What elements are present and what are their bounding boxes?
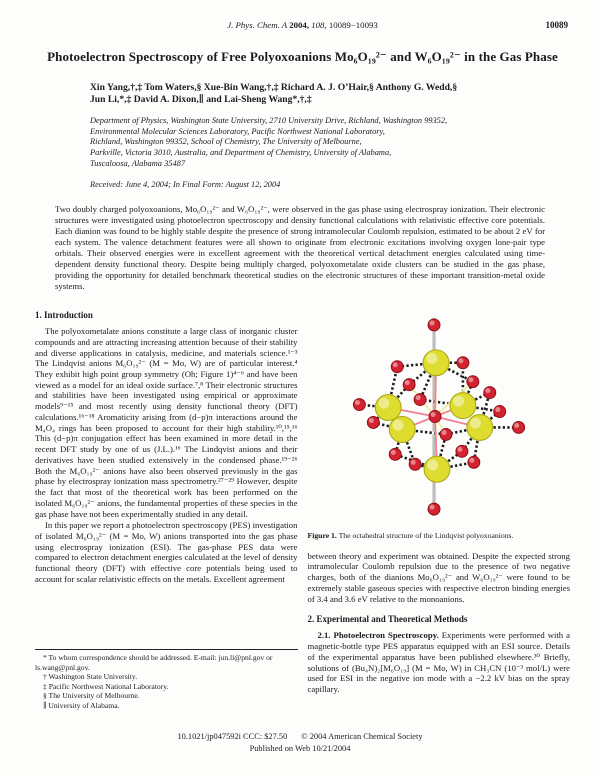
figure-1-caption: [308, 531, 571, 541]
page-number: 10089: [545, 20, 568, 30]
continuation-paragraph: between theory and experiment was obtained. Despite the expected strong intramolecular Coulomb repulsion due to the presence of two negative charges, both of the dianions Mo₆O₁₉²⁻ and W₆O₁₉²⁻ were found to be extremely stable gaseous species with respective electron binding energies of 3.4 and 3.6 eV relative to the monoanions.: [307, 550, 570, 604]
figure-caption-text: The octahedral structure of the Lindqvist polyoxoanions.: [336, 531, 514, 541]
methods-paragraph-1: [308, 630, 571, 694]
right-column: [308, 310, 571, 710]
section-heading-introduction: 1. Introduction: [35, 310, 93, 321]
author-line: Xin Yang,†,‡ Tom Waters,§ Xue-Bin Wang,†,‡ Richard A. J. O’Hair,§ Anthony G. Wedd,§: [90, 82, 458, 93]
section-heading-methods: 2. Experimental and Theoretical Methods: [307, 614, 468, 625]
lindqvist-structure-figure: [346, 310, 536, 522]
footnote-affil-2: ‡ Pacific Northwest National Laboratory.: [43, 681, 169, 691]
methods-subsection-label: 2.1. Photoelectron Spectroscopy.: [317, 630, 439, 641]
footer-copyright-line: [0, 731, 600, 742]
footnote-affil-4: ∥ University of Alabama.: [43, 700, 120, 710]
methods-paragraph-text: Experiments were performed with a magnetic-bottle type PES apparatus equipped with an ESI source. Details of the experimental apparatus have been published elsewhere.³⁰ Briefly, solutions of (Bu₄N)₂[M₆O₁₉] (M = Mo, W) in CH₃CN (10⁻³ mol/L) were used for ESI in the negative ion mode with a −2.2 kV bias on the spray capillary.: [307, 630, 570, 695]
intro-paragraph-1: The polyoxometalate anions constitute a large class of inorganic cluster compounds and are attracting increasing attention because of their stability and diverse applications in catalysis, medicine, and materials science.¹⁻³ The Lindqvist anions M₆O₁₉²⁻ (M = Mo, W) are of particular interest.⁴ They exhibit high point group symmetry (Oh; Figure 1)⁴⁻⁶ and have been viewed as a model for an ideal oxide surface.⁷,⁸ Their electronic structures and stabilities have been investigated using empirical or approximate models⁹⁻¹⁵ and most recently using density functional theory (DFT) calculations.¹⁶⁻¹⁸ Aromaticity arising from (d−p)π interactions around the M₄O₄ rings has been proposed to account for their high stability.¹⁰,¹⁵,¹⁶ This (d−p)π conjugation effect has been examined in more detail in the recent DFT study by one of us (J.L.).¹⁶ The Lindqvist anions and their derivatives have been studied extensively in the condensed phase.¹⁹⁻²⁶ Both the M₆O₁₉²⁻ anions have also been observed previously in the gas phase by electrospray ionization mass spectrometry.²⁷⁻²⁹ However, despite the fact that most of the theoretical work has been performed on the isolated M₆O₁₉²⁻ anions, the fundamental properties of these species in the gas phase have not been experimentally studied in any detail.: [35, 326, 298, 519]
doi-ccc: 10.1021/jp047592i CCC: $27.50: [177, 732, 288, 742]
author-footnotes: [35, 649, 298, 710]
figure-caption-label: Figure 1.: [307, 531, 337, 541]
author-list: [90, 82, 570, 107]
affiliation-line: Parkville, Victoria 3010, Australia, and Department of Chemistry, University of Alabama,: [90, 148, 392, 158]
affiliation-line: Department of Physics, Washington State University, 2710 University Drive, Richland, Washington 99352,: [90, 115, 448, 125]
figure-1: [346, 310, 571, 527]
abstract: Two doubly charged polyoxoanions, Mo₆O₁₉²⁻ and W₆O₁₉²⁻, were observed in the gas phase using electrospray ionization. Their electronic structures were investigated using photoelectron spectroscopy and density functional calculations with relativistic effective core potentials. Each dianion was found to be highly stable despite the presence of strong intramolecular Coulomb repulsion, estimated to be about 2 eV for each system. The valence detachment features were all shown to originate from electronic excitations involving oxygen lone-pair type orbitals. Their observed energies were in excellent agreement with the theoretical vertical detachment energies calculated using time-dependent density functional theory. Despite being multiply charged, polyoxometalate oxide clusters can be studied in the gas phase, providing the opportunity for detailed benchmark theoretical studies on the electronic structures of these important transition-metal oxide systems.: [55, 203, 545, 292]
journal-header: [35, 20, 570, 34]
footnote-affil-3: § The University of Melbourne.: [43, 691, 140, 701]
affiliation-line: Richland, Washington 99352, School of Chemistry, The University of Melbourne,: [90, 137, 362, 147]
two-column-body: [35, 310, 570, 710]
received-line: Received: June 4, 2004; In Final Form: August 12, 2004: [90, 179, 281, 189]
journal-volume: 108,: [311, 20, 329, 30]
copyright-text: © 2004 American Chemical Society: [301, 732, 423, 742]
paper-title: Photoelectron Spectroscopy of Free Polyoxoanions Mo₆O₁₉²⁻ and W₆O₁₉²⁻ in the Gas Phase: [47, 49, 558, 64]
journal-name: J. Phys. Chem. A: [227, 20, 290, 30]
published-on-web: Published on Web 10/21/2004: [249, 743, 351, 753]
affiliation-line: Tuscaloosa, Alabama 35487: [90, 158, 186, 168]
journal-pages: 10089−10093: [328, 20, 378, 30]
page-footer: [0, 731, 600, 754]
journal-year: 2004,: [289, 20, 312, 30]
footnote-correspondence: * To whom correspondence should be addressed. E-mail: jun.li@pnl.gov or ls.wang@pnl.gov.: [35, 653, 273, 672]
footnote-affil-1: † Washington State University.: [43, 672, 138, 682]
author-line: Jun Li,*,‡ David A. Dixon,∥ and Lai-Sheng Wang*,†,‡: [90, 94, 312, 106]
intro-paragraph-2: In this paper we report a photoelectron spectroscopy (PES) investigation of isolated M₆O₁₉²⁻ (M = Mo, W) anions transported into the gas phase using electrospray ionization (ESI). The gas-phase PES data were compared to electron detachment energies calculated at the level of density functional theory (DFT) with effective core potentials being used to account for scalar relativistic effects on the metals. Excellent agreement: [35, 520, 298, 584]
affiliations: [90, 116, 570, 170]
affiliation-line: Environmental Molecular Sciences Laboratory, Pacific Northwest National Laboratory,: [90, 126, 385, 136]
left-column: [35, 310, 298, 710]
